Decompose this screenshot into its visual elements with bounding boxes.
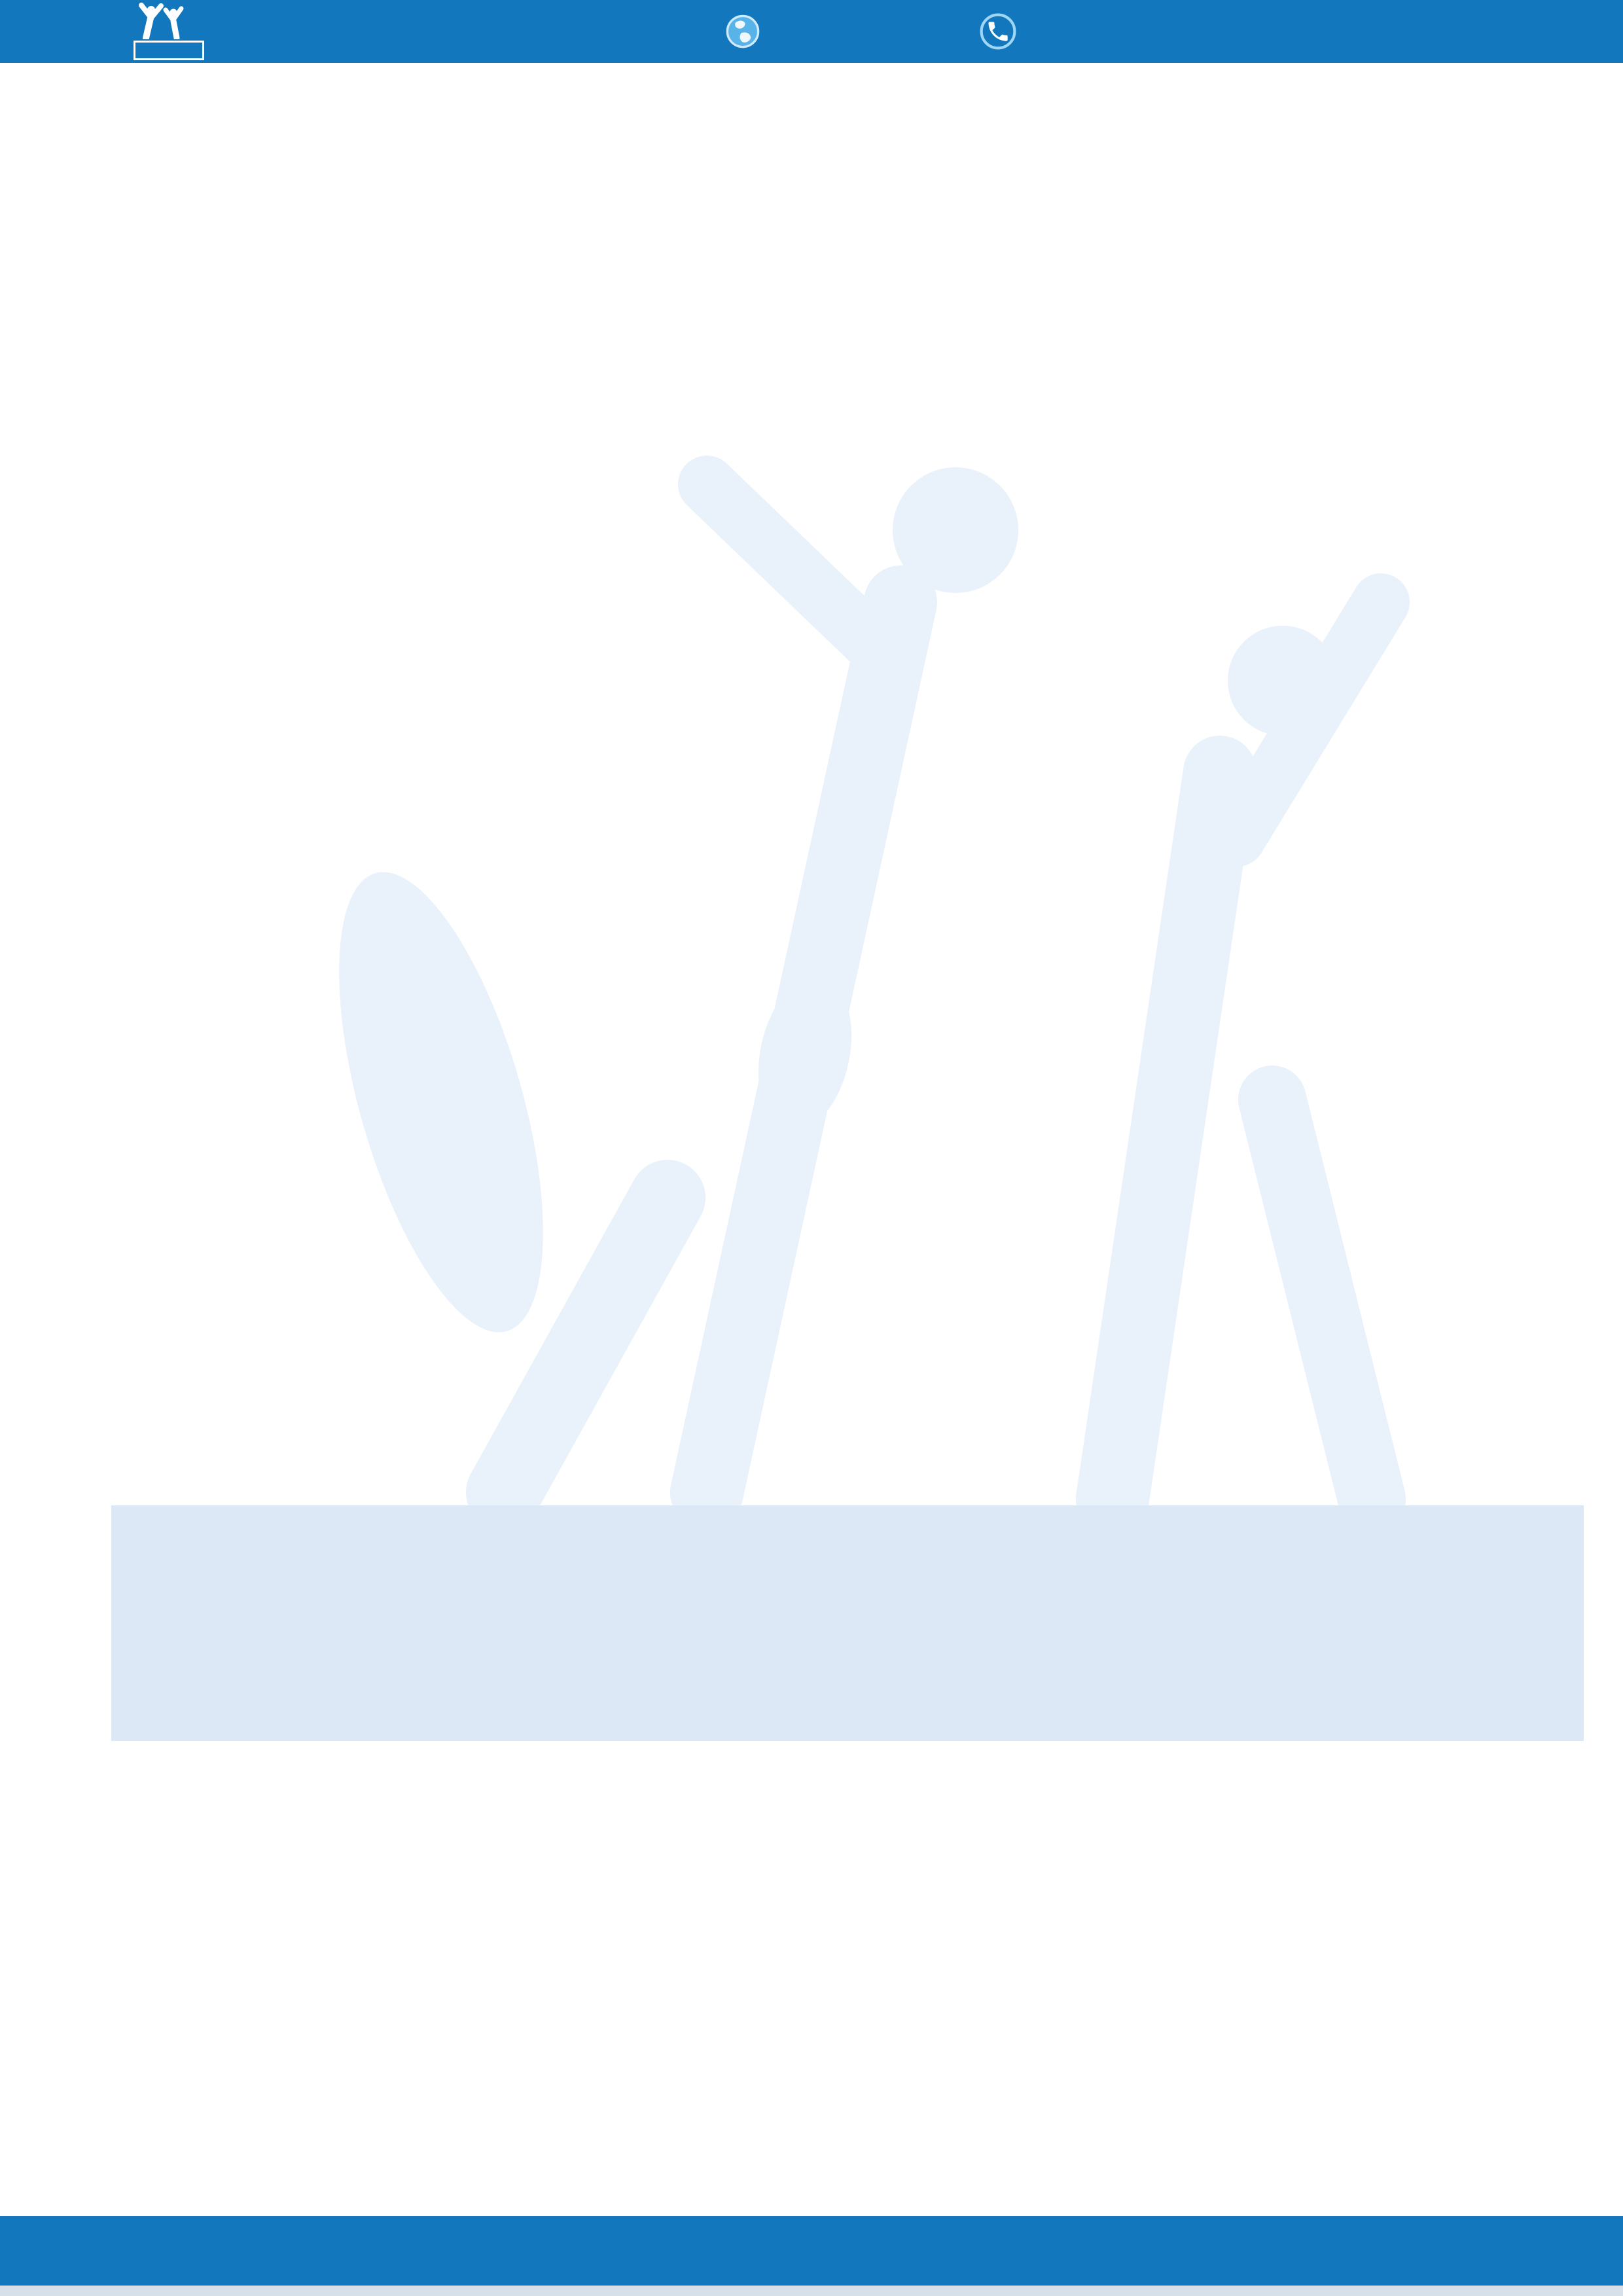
hocmai-logo-figures-icon <box>130 3 205 39</box>
phone-icon <box>979 12 1017 50</box>
header-website-group <box>725 0 771 63</box>
hocmai-logo-wordmark <box>134 41 204 60</box>
footer-bar <box>0 2216 1623 2286</box>
hocmai-watermark-band <box>111 1505 1584 1741</box>
bottom-page-edge <box>0 2286 1623 2296</box>
hocmai-logo <box>130 3 211 60</box>
header-phone-group <box>979 0 1027 63</box>
passage-title <box>98 681 1531 720</box>
passage-block <box>98 681 1531 720</box>
header-bar <box>0 0 1623 63</box>
hocmai-watermark-figures-icon <box>275 445 1427 1505</box>
globe-icon <box>725 14 760 49</box>
